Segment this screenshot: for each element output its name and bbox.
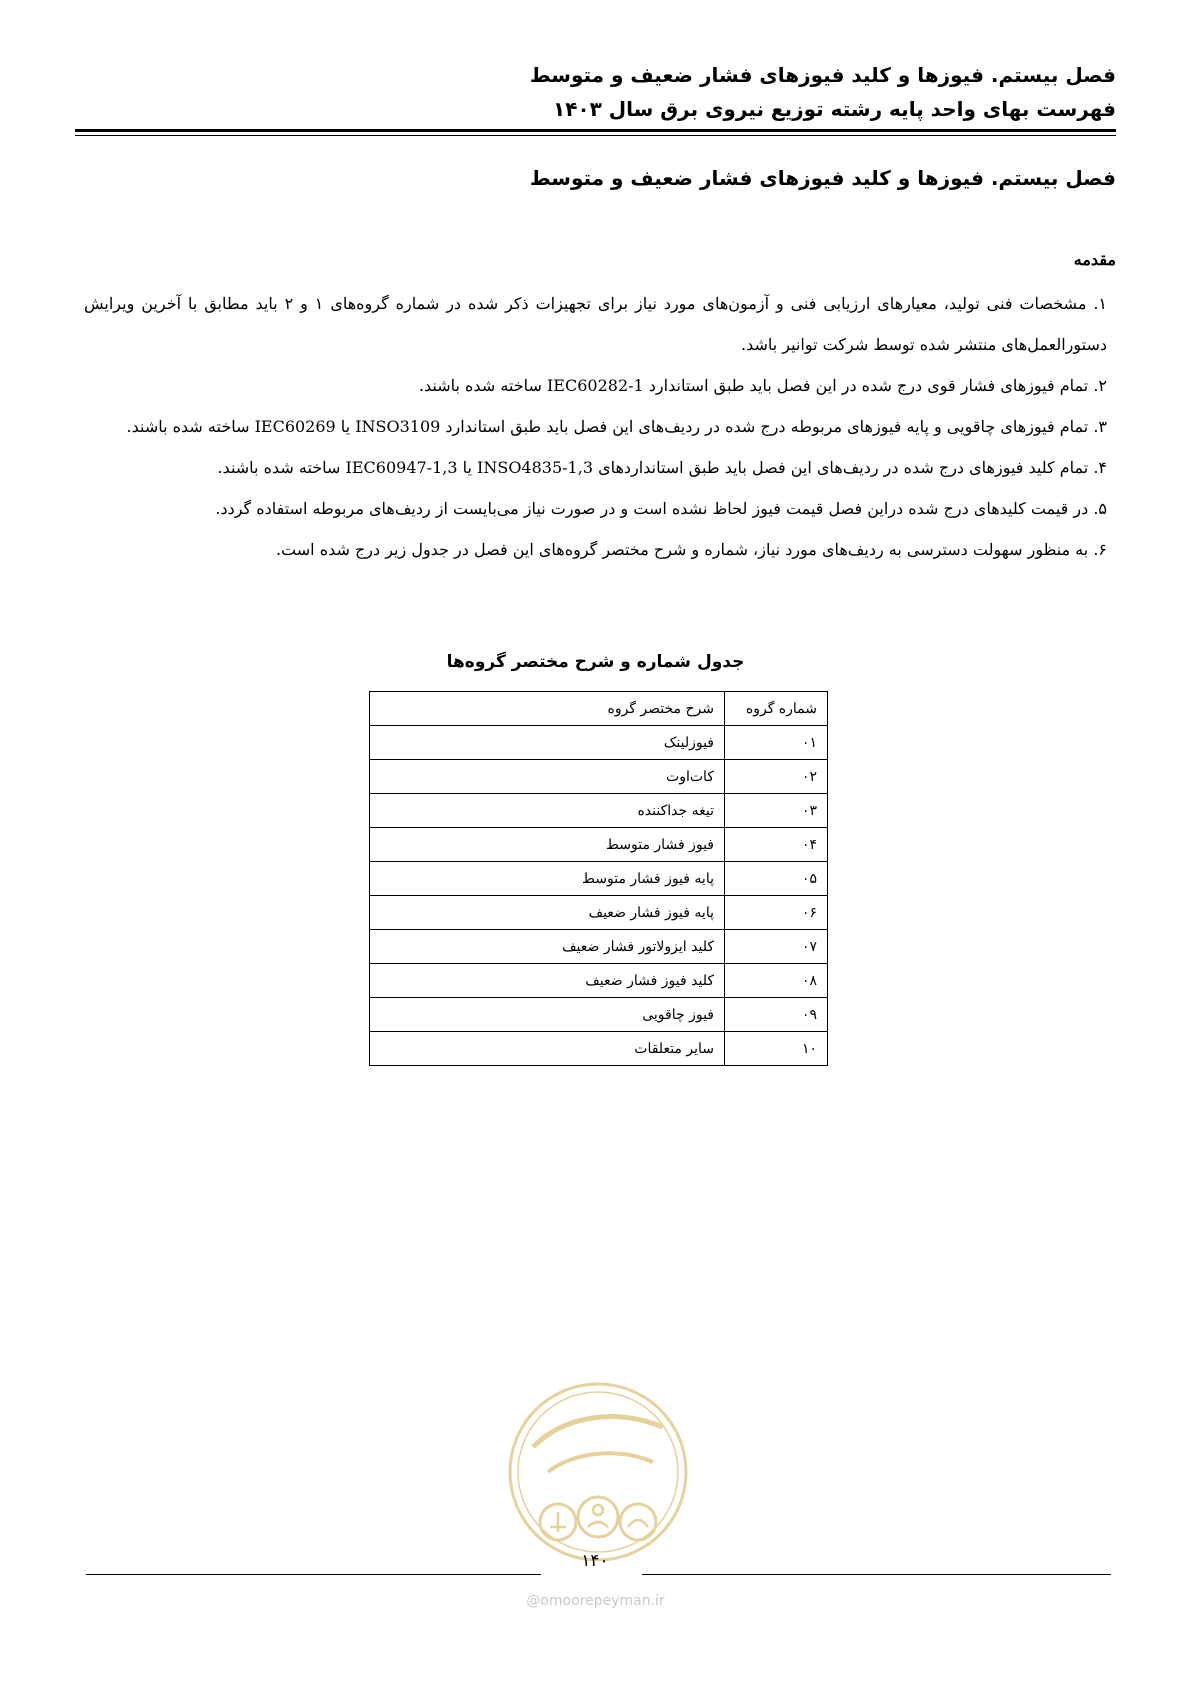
group-description: کات‌اوت <box>370 760 725 794</box>
group-description: پایه فیوز فشار ضعیف <box>370 896 725 930</box>
column-header-description: شرح مختصر گروه <box>370 692 725 726</box>
column-header-number: شماره گروه <box>725 692 828 726</box>
group-number: ۰۴ <box>725 828 828 862</box>
group-number: ۰۱ <box>725 726 828 760</box>
group-number: ۰۸ <box>725 964 828 998</box>
header-rule <box>75 129 1116 132</box>
header-rule-thin <box>75 135 1116 136</box>
table-row <box>370 1032 828 1066</box>
group-table <box>369 691 828 1066</box>
table-title: جدول شماره و شرح مختصر گروه‌ها <box>446 652 745 672</box>
table-row <box>370 760 828 794</box>
table-row <box>370 794 828 828</box>
group-number: ۱۰ <box>725 1032 828 1066</box>
header-book-title: فهرست بهای واحد پایه رشته توزیع نیروی برق سال ۱۴۰۳ <box>553 97 1116 121</box>
page-number: ۱۴۰ <box>581 1551 609 1571</box>
table-row <box>370 930 828 964</box>
intro-item: ۵. در قیمت کلیدهای درج شده دراین فصل قیمت فیوز لحاظ نشده است و در صورت نیاز می‌بایست از ردیف‌های مربوطه استفاده گردد. <box>215 499 1107 518</box>
table-header-row <box>370 692 828 726</box>
group-number: ۰۹ <box>725 998 828 1032</box>
table-row <box>370 964 828 998</box>
site-watermark: @omoorepeyman.ir <box>526 1593 665 1609</box>
group-number: ۰۶ <box>725 896 828 930</box>
chapter-title: فصل بیستم. فیوزها و کلید فیوزهای فشار ضعیف و متوسط <box>529 166 1116 190</box>
group-number: ۰۲ <box>725 760 828 794</box>
intro-item: ۲. تمام فیوزهای فشار قوی درج شده در این فصل باید طبق استاندارد IEC60282-1 ساخته شده باشند. <box>418 376 1107 395</box>
table-row <box>370 896 828 930</box>
intro-item: ۳. تمام فیوزهای چاقویی و پایه فیوزهای مربوطه درج شده در ردیف‌های این فصل باید طبق استاندارد INSO3109 یا IEC60269 ساخته شده باشند. <box>126 417 1107 436</box>
table-row <box>370 862 828 896</box>
header-chapter-line: فصل بیستم. فیوزها و کلید فیوزهای فشار ضعیف و متوسط <box>529 63 1116 87</box>
group-description: سایر متعلقات <box>370 1032 725 1066</box>
intro-item: ۴. تمام کلید فیوزهای درج شده در ردیف‌های این فصل باید طبق استانداردهای INSO4835-1,3 یا IEC60947-1,3 ساخته شده باشند. <box>217 458 1107 477</box>
table-row <box>370 998 828 1032</box>
group-description: پایه فیوز فشار متوسط <box>370 862 725 896</box>
intro-heading: مقدمه <box>1073 250 1116 269</box>
group-number: ۰۳ <box>725 794 828 828</box>
group-description: کلید فیوز فشار ضعیف <box>370 964 725 998</box>
group-description: فیوز فشار متوسط <box>370 828 725 862</box>
intro-item: ۱. مشخصات فنی تولید، معیارهای ارزیابی فنی و آزمون‌های مورد نیاز برای تجهیزات ذکر شده در شماره گروه‌های ۱ و ۲ باید مطابق با آخرین ویرایش دستورالعمل‌های منتشر شده توسط شرکت توانیر باشد. <box>84 294 1108 354</box>
table-row <box>370 726 828 760</box>
group-number: ۰۷ <box>725 930 828 964</box>
group-number: ۰۵ <box>725 862 828 896</box>
page-header <box>75 58 1116 126</box>
group-description: فیوزلینک <box>370 726 725 760</box>
intro-item: ۶. به منظور سهولت دسترسی به ردیف‌های مورد نیاز، شماره و شرح مختصر گروه‌های این فصل در جدول زیر درج شده است. <box>275 540 1107 559</box>
group-description: فیوز چاقویی <box>370 998 725 1032</box>
table-row <box>370 828 828 862</box>
watermark-logo-icon <box>503 1377 693 1567</box>
intro-body <box>84 283 1107 570</box>
footer-rule <box>642 1574 1111 1575</box>
footer-rule <box>86 1574 541 1575</box>
group-description: کلید ایزولاتور فشار ضعیف <box>370 930 725 964</box>
group-description: تیغه جداکننده <box>370 794 725 828</box>
